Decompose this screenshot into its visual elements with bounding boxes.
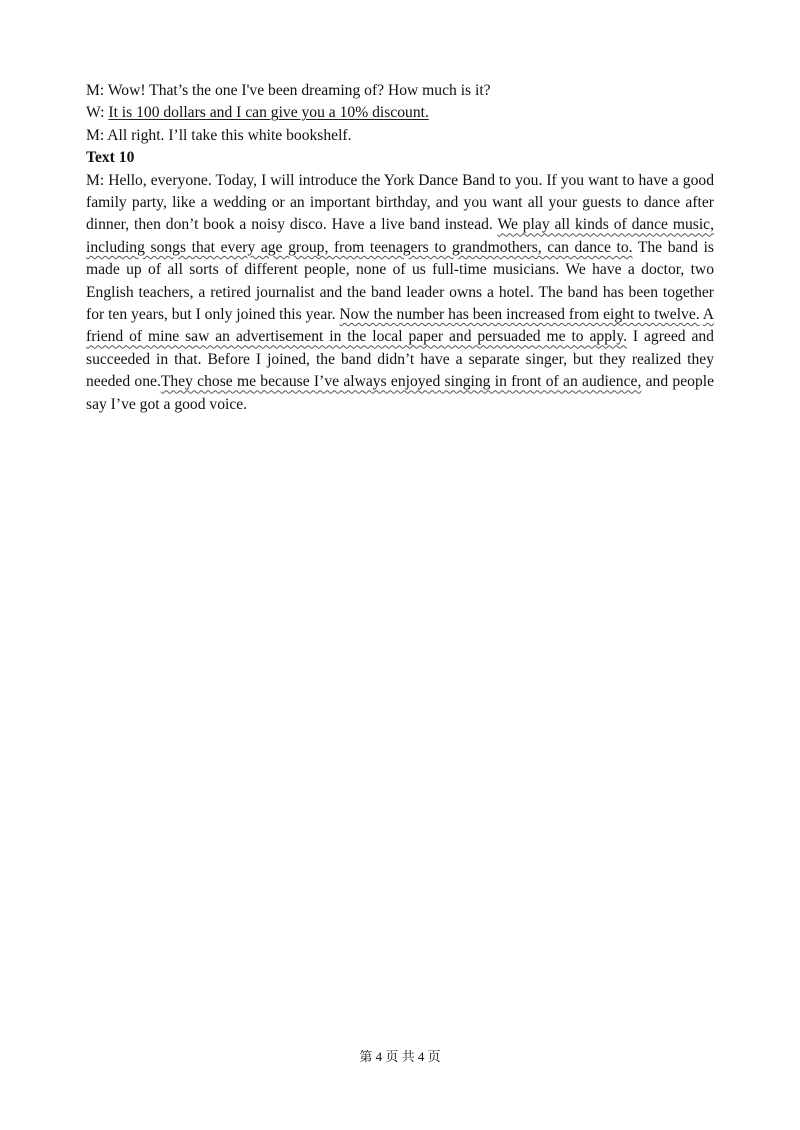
answer-underlined-text: A friend of mine saw an advertisement in the local paper and persuaded me to apply. <box>86 306 714 346</box>
answer-underlined-text: They chose me because I’ve always enjoyed singing in front of an audience, <box>160 373 642 391</box>
answer-underlined-text: It is 100 dollars and I can give you a 10% discount. <box>108 104 429 122</box>
answer-underlined-text: We play all kinds of dance music, including songs that every age group, from teenagers to grandmothers, can dance to. <box>86 216 714 256</box>
passage-text-1: Hello, everyone. Today, I will introduce the York Dance Band to you. If you want to have a good family party, like a wedding or an important birthday, and you want all your guests to dance after dinner, then don’t book a noisy disco. Have a live band instead. <box>86 171 714 234</box>
passage-paragraph <box>86 170 714 416</box>
passage-text-2: The band is made up of all sorts of different people, none of us full-time musicians. We have a doctor, two English teachers, a retired journalist and the band leader owns a hotel. The band has been together for ten years, but I only joined this year. <box>86 238 715 324</box>
passage-text-4: I agreed and succeeded in that. Before I joined, the band didn’t have a separate singer, but they realized they needed one. <box>86 328 714 391</box>
dialogue-text: All right. I’ll take this white bookshelf. <box>107 126 352 144</box>
passage-text-5: and people say I’ve got a good voice. <box>86 373 714 413</box>
speaker-label: W: <box>86 104 109 122</box>
dialogue-text: Wow! That’s the one I've been dreaming of? How much is it? <box>107 82 491 99</box>
dialogue-line-2 <box>86 102 714 124</box>
speaker-label: M: <box>86 126 108 144</box>
page-number-footer: 第 4 页 共 4 页 <box>359 1049 441 1064</box>
dialogue-line-3 <box>86 125 714 147</box>
dialogue-line-1 <box>86 80 714 102</box>
speaker-label: M: <box>86 171 109 189</box>
transcript-content <box>86 80 714 416</box>
answer-underlined-text: Now the number has been increased from eight to twelve. <box>339 306 700 324</box>
section-title: Text 10 <box>86 149 135 167</box>
speaker-label: M: <box>86 82 108 99</box>
